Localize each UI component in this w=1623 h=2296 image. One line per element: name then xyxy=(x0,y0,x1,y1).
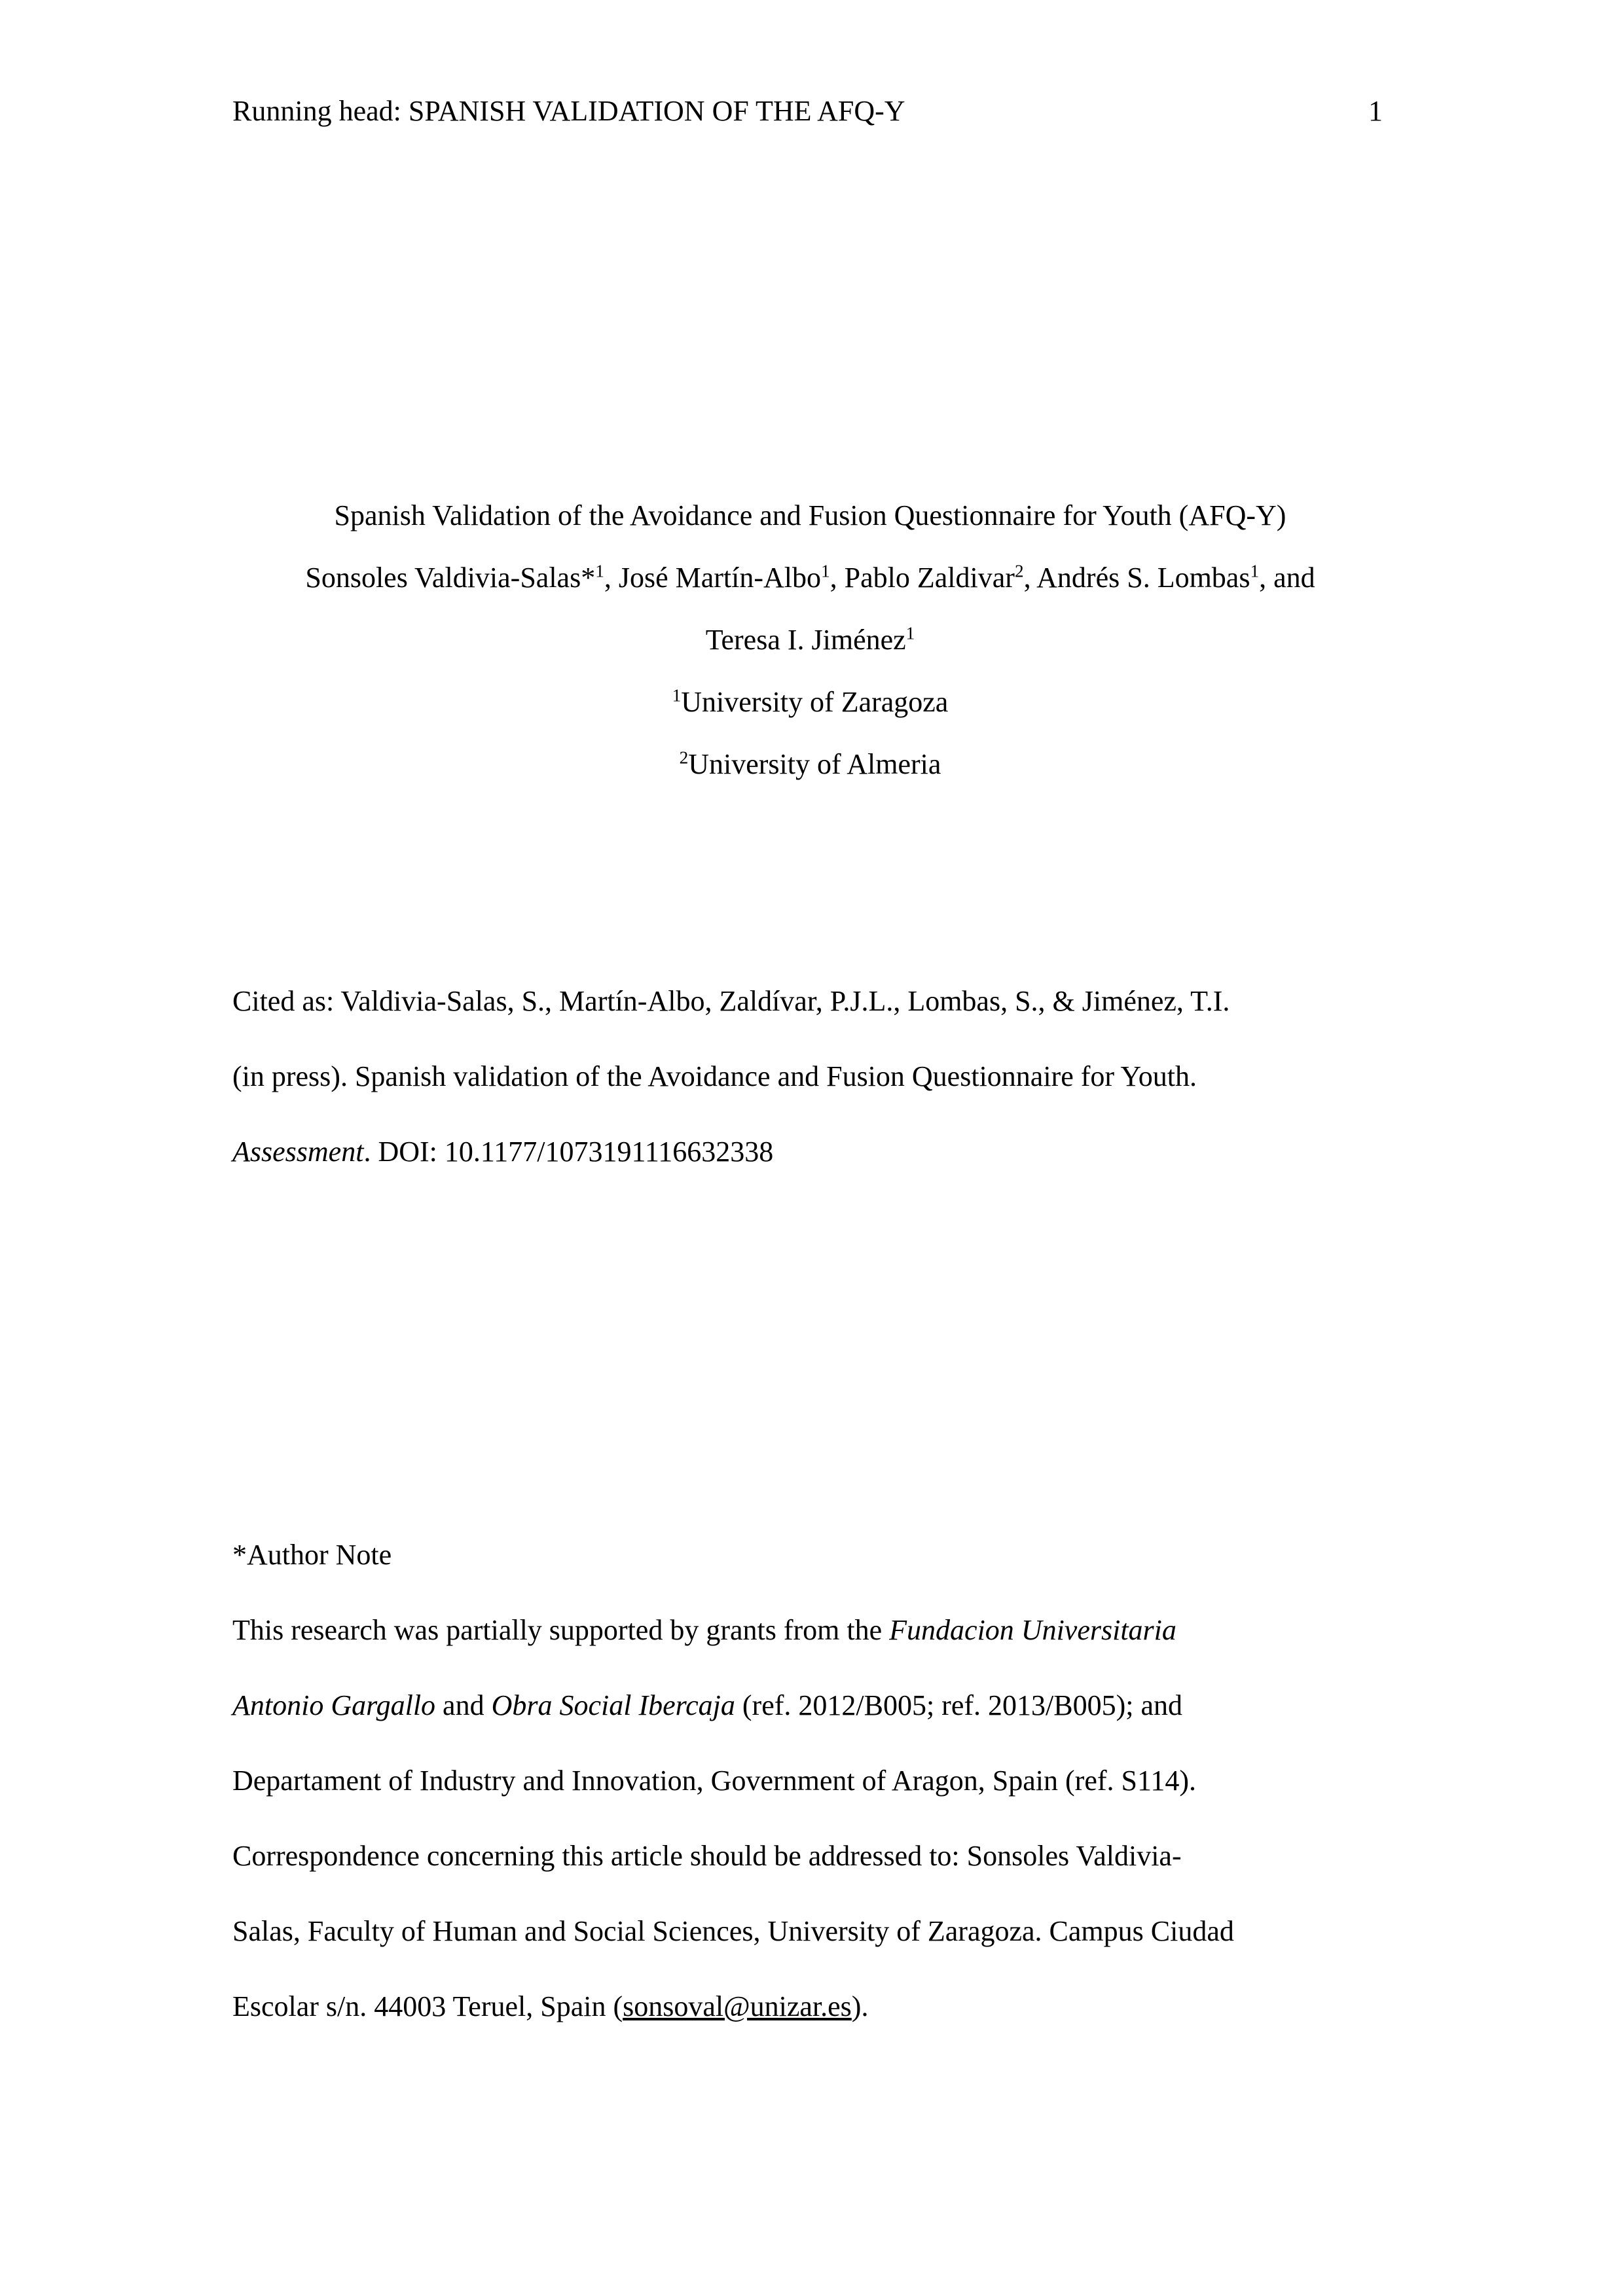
funder-name-1a: Fundacion Universitaria xyxy=(889,1614,1176,1646)
author-affiliation-marker-4: 1 xyxy=(1250,561,1260,581)
author-affiliation-marker-2: 1 xyxy=(821,561,830,581)
affiliation-marker-1: 1 xyxy=(672,685,682,706)
affiliation-marker-2: 2 xyxy=(679,747,689,768)
running-head-row xyxy=(232,97,1388,126)
funding-text-1: This research was partially supported by grants from the xyxy=(232,1614,890,1646)
author-name-3: , Pablo Zaldivar xyxy=(830,562,1015,594)
authors-conjunction: , and xyxy=(1259,562,1315,594)
journal-name: Assessment xyxy=(232,1136,364,1168)
author-name-2: , José Martín-Albo xyxy=(604,562,822,594)
author-name-4: , Andrés S. Lombas xyxy=(1023,562,1250,594)
authors-line-1 xyxy=(232,547,1388,609)
affiliation-1-text: University of Zaragoza xyxy=(681,686,949,718)
author-note-line-3: Departament of Industry and Innovation, Government of Aragon, Spain (ref. S114). xyxy=(232,1765,1197,1797)
citation-block xyxy=(232,963,1388,1189)
affiliation-2 xyxy=(232,733,1388,795)
author-affiliation-marker-3: 2 xyxy=(1014,561,1024,581)
author-note-line-2 xyxy=(232,1668,1411,1743)
address-text-end: ). xyxy=(851,1990,869,2022)
running-head-text: Running head: SPANISH VALIDATION OF THE AFQ-Y xyxy=(232,95,905,127)
author-note-line-5: Salas, Faculty of Human and Social Sciences, University of Zaragoza. Campus Ciudad xyxy=(232,1915,1234,1947)
funder-name-1b: Antonio Gargallo xyxy=(232,1689,436,1721)
doi-text: . DOI: 10.1177/1073191116632338 xyxy=(363,1136,774,1168)
author-affiliation-marker-5: 1 xyxy=(905,623,915,643)
page-number: 1 xyxy=(1368,95,1383,127)
paper-title: Spanish Validation of the Avoidance and Fusion Questionnaire for Youth (AFQ-Y) xyxy=(334,499,1286,531)
author-note-line-6 xyxy=(232,1969,1411,2044)
citation-line-2: (in press). Spanish validation of the Avoidance and Fusion Questionnaire for Youth. xyxy=(232,1060,1197,1092)
affiliation-2-text: University of Almeria xyxy=(688,748,941,780)
author-note-line-4: Correspondence concerning this article should be addressed to: Sonsoles Valdivia- xyxy=(232,1840,1182,1872)
affiliation-1 xyxy=(232,671,1388,733)
author-note-line-1 xyxy=(232,1592,1411,1668)
funder-name-2: Obra Social Ibercaja xyxy=(491,1689,735,1721)
authors-line-2 xyxy=(232,609,1388,671)
contact-email-link[interactable]: sonsoval@unizar.es xyxy=(623,1990,852,2022)
funding-conjunction: and xyxy=(435,1689,492,1721)
author-name-5: Teresa I. Jiménez xyxy=(705,624,906,656)
author-affiliation-marker-1: 1 xyxy=(595,561,604,581)
author-note-heading: *Author Note xyxy=(232,1539,392,1571)
citation-line-1: Cited as: Valdivia-Salas, S., Martín-Albo, Zaldívar, P.J.L., Lombas, S., & Jiménez, T.I. xyxy=(232,985,1230,1017)
author-note-block xyxy=(232,1517,1411,2044)
grant-references: (ref. 2012/B005; ref. 2013/B005); and xyxy=(735,1689,1182,1721)
title-block xyxy=(232,484,1388,795)
citation-line-3 xyxy=(232,1114,1388,1189)
address-text: Escolar s/n. 44003 Teruel, Spain ( xyxy=(232,1990,623,2022)
author-name-1: Sonsoles Valdivia-Salas* xyxy=(305,562,596,594)
